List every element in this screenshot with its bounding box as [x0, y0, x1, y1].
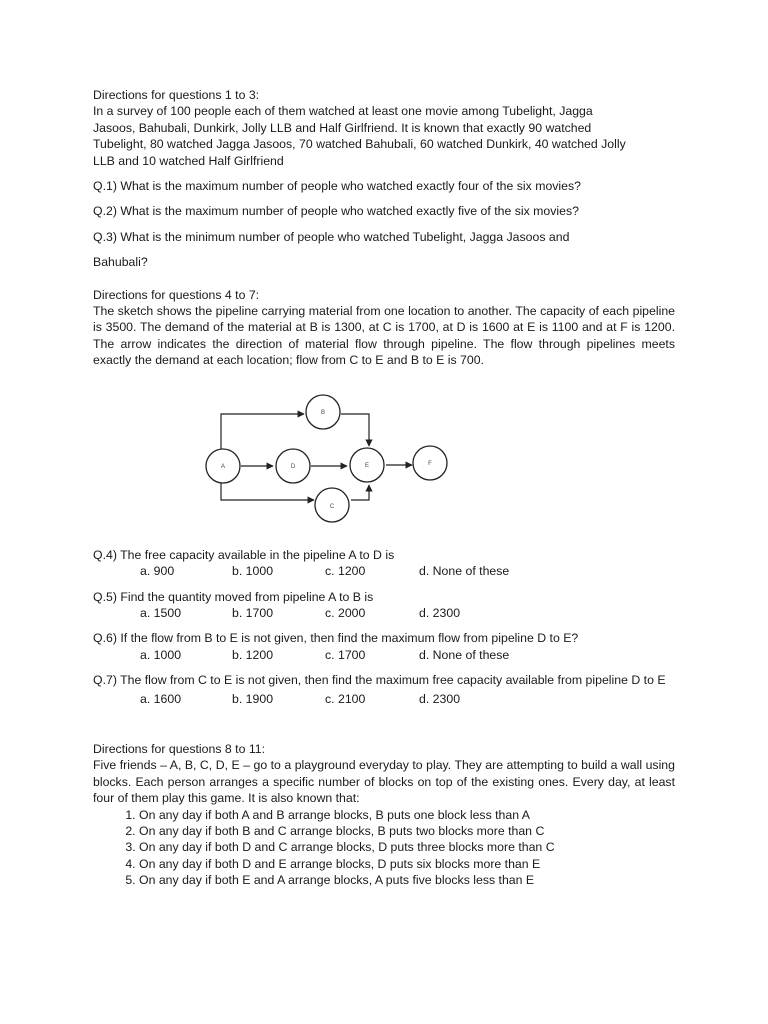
- condition-3: 3. On any day if both D and C arrange blocks, D puts three blocks more than C: [139, 839, 675, 855]
- playground-paragraph: Five friends – A, B, C, D, E – go to a playground everyday to play. They are attempting to build a wall using blocks. Each person arranges a specific number of blocks on top of the existing ones. Every day, at least four of them play this game. It is also known that:: [93, 758, 675, 806]
- q5-option-a: a. 1500: [140, 605, 182, 620]
- question-5-options: [93, 605, 675, 621]
- question-6: Q.6) If the flow from B to E is not given, then find the maximum flow from pipeline D to E?: [93, 631, 579, 646]
- q6-option-a: a. 1000: [140, 647, 182, 662]
- conditions-list: [93, 807, 675, 889]
- question-5: Q.5) Find the quantity moved from pipeline A to B is: [93, 589, 374, 604]
- pipe-a-to-c: [221, 483, 314, 500]
- question-3: Q.3) What is the minimum number of people who watched Tubelight, Jagga Jasoos and: [93, 229, 570, 244]
- question-4: Q.4) The free capacity available in the pipeline A to D is: [93, 547, 395, 562]
- condition-4: 4. On any day if both D and E arrange blocks, D puts six blocks more than E: [139, 856, 675, 872]
- q6-option-c: c. 1700: [325, 647, 366, 662]
- pipe-c-to-e: [351, 485, 369, 500]
- q7-option-a: a. 1600: [140, 691, 182, 706]
- section-heading-1-3: Directions for questions 1 to 3:: [93, 88, 260, 102]
- question-3-continued: Bahubali?: [93, 255, 148, 270]
- q6-option-b: b. 1200: [232, 647, 274, 662]
- q7-option-c: c. 2100: [325, 691, 366, 706]
- question-7-options: [93, 691, 675, 707]
- q4-option-c: c. 1200: [325, 564, 366, 579]
- q4-option-d: d. None of these: [419, 564, 510, 579]
- question-6-options: [93, 647, 675, 663]
- question-7: Q.7) The flow from C to E is not given, then find the maximum free capacity available from pipeline D to E: [93, 673, 666, 688]
- condition-1: 1. On any day if both A and B arrange blocks, B puts one block less than A: [139, 807, 675, 823]
- q5-option-d: d. 2300: [419, 605, 461, 620]
- node-b-label: B: [320, 410, 326, 416]
- pipe-b-to-e: [341, 414, 369, 446]
- pipeline-paragraph: The sketch shows the pipeline carrying material from one location to another. The capacity of each pipeline is 3500. The demand of the material at B is 1300, at C is 1700, at D is 1600 at E is 1100 and at F is 1200. The arrow indicates the direction of material flow through pipeline. The flow through pipelines meets exactly the demand at each location; flow from C to E and B to E is 700.: [93, 304, 675, 368]
- q4-option-a: a. 900: [140, 564, 175, 579]
- pipe-a-to-b: [221, 414, 304, 453]
- q6-option-d: d. None of these: [419, 647, 510, 662]
- survey-line-2: Jasoos, Bahubali, Dunkirk, Jolly LLB and Half Girlfriend. It is known that exactly 90 watched: [93, 120, 592, 135]
- condition-5: 5. On any day if both E and A arrange blocks, A puts five blocks less than E: [139, 872, 675, 888]
- node-d-label: D: [290, 464, 296, 470]
- question-4-options: [93, 563, 675, 579]
- survey-line-1: In a survey of 100 people each of them watched at least one movie among Tubelight, Jagga: [93, 104, 593, 119]
- node-e-label: E: [364, 463, 370, 469]
- section-heading-8-11: Directions for questions 8 to 11:: [93, 741, 266, 756]
- section-heading-4-7: Directions for questions 4 to 7:: [93, 287, 260, 302]
- q4-option-b: b. 1000: [232, 564, 274, 579]
- node-c-label: C: [329, 504, 335, 510]
- q7-option-d: d. 2300: [419, 691, 461, 706]
- question-2: Q.2) What is the maximum number of people who watched exactly five of the six movies?: [93, 204, 579, 219]
- condition-2: 2. On any day if both B and C arrange blocks, B puts two blocks more than C: [139, 823, 675, 839]
- question-1: Q.1) What is the maximum number of people who watched exactly four of the six movies?: [93, 179, 581, 194]
- survey-line-3: Tubelight, 80 watched Jagga Jasoos, 70 watched Bahubali, 60 watched Dunkirk, 40 watched Jolly: [93, 137, 626, 152]
- q5-option-c: c. 2000: [325, 605, 366, 620]
- survey-line-4: LLB and 10 watched Half Girlfriend: [93, 153, 284, 168]
- q7-option-b: b. 1900: [232, 691, 274, 706]
- q5-option-b: b. 1700: [232, 605, 274, 620]
- pipeline-diagram: [185, 387, 459, 526]
- node-f-label: F: [428, 461, 432, 467]
- node-a-label: A: [220, 464, 226, 470]
